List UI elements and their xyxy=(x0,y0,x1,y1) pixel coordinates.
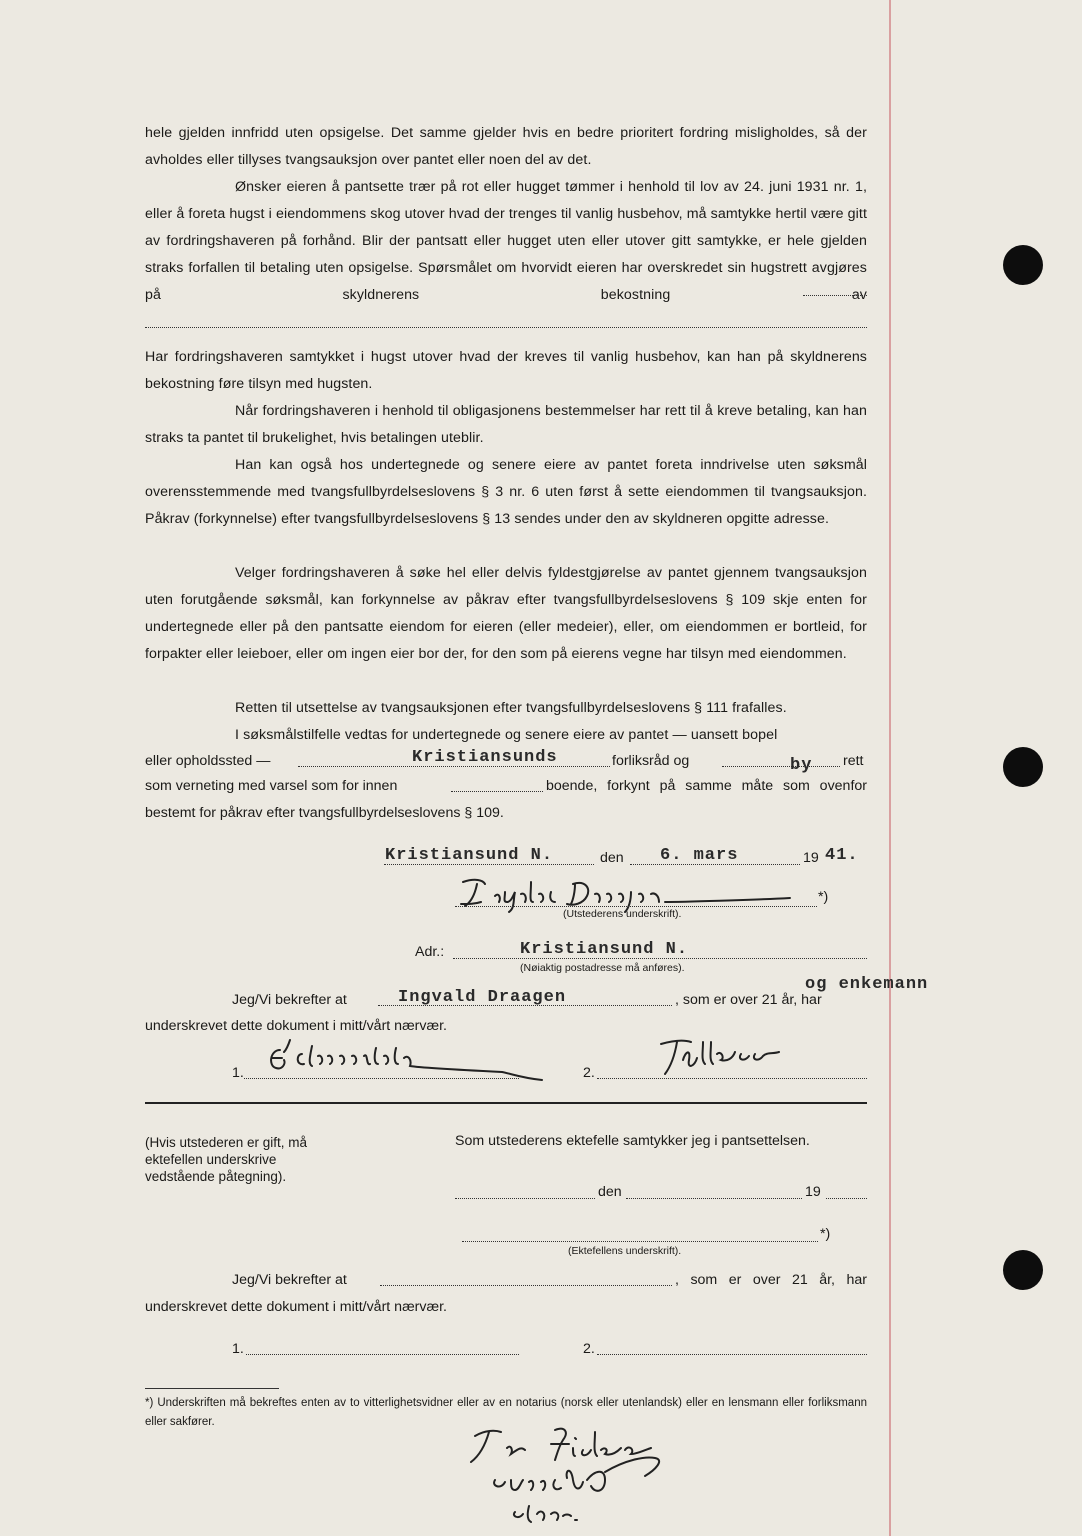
punch-hole xyxy=(1003,747,1043,787)
paragraph-1: hele gjelden innfridd uten opsigelse. Det samme gjelder hvis en bedre prioritert fordring misligholdes, så der avholdes eller tillyses tvangsauksjon over pantet eller noen del av det. xyxy=(145,125,867,168)
address-caption: (Nøiaktig postadresse må anføres). xyxy=(520,962,685,974)
venue-typed-place: Kristiansunds xyxy=(412,748,558,767)
year-prefix: 19 xyxy=(803,850,819,866)
spouse-den-label: den xyxy=(598,1184,622,1200)
venue-line3: bestemt for påkrav efter tvangsfullbyrdelseslovens § 109. xyxy=(145,805,504,821)
blank-line xyxy=(597,1354,867,1355)
date-typed-year: 41. xyxy=(825,846,859,865)
spouse-caption: (Ektefellens underskrift). xyxy=(568,1245,682,1257)
witness-2-label: 2. xyxy=(583,1065,595,1081)
issuer-asterisk: *) xyxy=(818,889,829,905)
witness-1-signature-image xyxy=(262,1036,552,1088)
footnote: *) Underskriften må bekreftes enten av to vitterlighetsvidner eller av en notarius (norsk eller utenlandsk) eller en lensmann eller forliksmann eller sakfører. xyxy=(145,1397,867,1428)
paragraph-2: Ønsker eieren å pantsette trær på rot eller hugget tømmer i henhold til lov av 24. juni 1931 nr. 1, eller å foreta hugst i eiendommens skog utover hvad der trenges til vanlig husbehov, må samtykke hertil være gitt av fordringshaveren på forhånd. Blir der pantsatt eller hugget uten eller utover gitt samtykke, er hele gjelden straks forfallen til betaling uten opsigelse. Spørsmålet om hvorvidt eieren har overskredet sin hugstrett avgjøres på skyldnerens bekostning av xyxy=(145,179,867,303)
witness-typed-addition: og enkemann xyxy=(805,975,929,994)
paragraph-3: Har fordringshaveren samtykket i hugst utover hvad der kreves til vanlig husbehov, kan han på skyldnerens bekostning føre tilsyn med hugsten. xyxy=(145,349,867,392)
spouse-witness-1-label: 1. xyxy=(232,1341,244,1357)
section-divider xyxy=(145,1102,867,1104)
blank-line xyxy=(455,1198,595,1199)
venue-line2-a: som verneting med varsel som for innen xyxy=(145,778,398,794)
blank-line xyxy=(597,1078,867,1079)
witness-mid: , som er over 21 år, har xyxy=(675,992,822,1008)
punch-hole xyxy=(1003,245,1043,285)
spouse-confirm-prefix: Jeg/Vi bekrefter at xyxy=(232,1272,347,1288)
punch-hole xyxy=(1003,1250,1043,1290)
issuer-caption: (Utstederens underskrift). xyxy=(563,908,682,920)
blank-line xyxy=(246,1354,519,1355)
witness-2-signature-image xyxy=(655,1030,795,1080)
date-typed-place: Kristiansund N. xyxy=(385,846,554,865)
blank-line xyxy=(380,1285,672,1286)
spouse-side-note: (Hvis utstederen er gift, må ektefellen underskrive vedstående påtegning). xyxy=(145,1135,308,1184)
address-typed: Kristiansund N. xyxy=(520,940,689,959)
spouse-confirm-line2: underskrevet dette dokument i mitt/vårt nærvær. xyxy=(145,1299,448,1315)
blank-line xyxy=(826,1198,867,1199)
paragraph-4: Når fordringshaveren i henhold til obligasjonens bestemmelser har rett til å kreve betaling, kan han straks ta pantet til brukelighet, hvis betalingen uteblir. xyxy=(145,403,867,446)
blank-line xyxy=(626,1198,802,1199)
witness-1-label: 1. xyxy=(232,1065,244,1081)
blank-line xyxy=(803,295,867,296)
blank-line xyxy=(451,791,543,792)
blank-line xyxy=(244,1078,519,1079)
paragraph-6: Velger fordringshaveren å søke hel eller delvis fyldestgjørelse av pantet gjennem tvangsauksjon uten forutgående søksmål, kan forkynnelse av påkrav efter tvangsfullbyrdelseslovens § 109 skje enten for undertegnede eller på den pantsatte eiendom for eieren (eller medeier), eller, om eiendommen er bortleid, for forpakter eller leieboer, eller om ingen eier bor der, for den som på eierens vegne har tilsyn med eiendommen. xyxy=(145,565,867,662)
spouse-witness-2-label: 2. xyxy=(583,1341,595,1357)
venue-typed-by: by xyxy=(790,756,813,775)
venue-suffix: rett xyxy=(843,753,864,769)
blank-line xyxy=(145,327,867,328)
spouse-asterisk: *) xyxy=(820,1226,831,1242)
paragraph-8: I søksmålstilfelle vedtas for undertegnede og senere eiere av pantet — uansett bopel xyxy=(235,727,778,743)
witness-line2: underskrevet dette dokument i mitt/vårt nærvær. xyxy=(145,1018,448,1034)
blank-line xyxy=(462,1241,818,1242)
address-label: Adr.: xyxy=(415,944,445,960)
witness-prefix: Jeg/Vi bekrefter at xyxy=(232,992,347,1008)
venue-mid: forliksråd og xyxy=(612,753,690,769)
certification-handwriting-image xyxy=(455,1420,715,1530)
spouse-consent: Som utstederens ektefelle samtykker jeg i pantsettelsen. xyxy=(455,1133,810,1149)
paragraph-7: Retten til utsettelse av tvangsauksjonen efter tvangsfullbyrdelseslovens § 111 frafalles. xyxy=(235,700,787,716)
margin-line xyxy=(889,0,891,1536)
venue-prefix: eller opholdssted — xyxy=(145,753,271,769)
footnote-rule xyxy=(145,1388,279,1389)
date-den-label: den xyxy=(600,850,624,866)
spouse-year-prefix: 19 xyxy=(805,1184,821,1200)
spouse-confirm-mid: , som er over 21 år, har xyxy=(675,1272,867,1288)
venue-line2-b: boende, forkynt på samme måte som ovenfor xyxy=(546,778,867,794)
witness-typed-name: Ingvald Draagen xyxy=(398,988,567,1007)
blank-line xyxy=(722,766,840,767)
paragraph-5: Han kan også hos undertegnede og senere eiere av pantet foreta inndrivelse uten søksmål overensstemmende med tvangsfullbyrdelseslovens § 3 nr. 6 uten først å sette eiendommen til tvangsauksjon. Påkrav (forkynnelse) efter tvangsfullbyrdelseslovens § 13 sendes under den av skyldneren opgitte adresse. xyxy=(145,457,867,527)
date-typed-date: 6. mars xyxy=(660,846,739,865)
blank-line xyxy=(455,906,817,907)
